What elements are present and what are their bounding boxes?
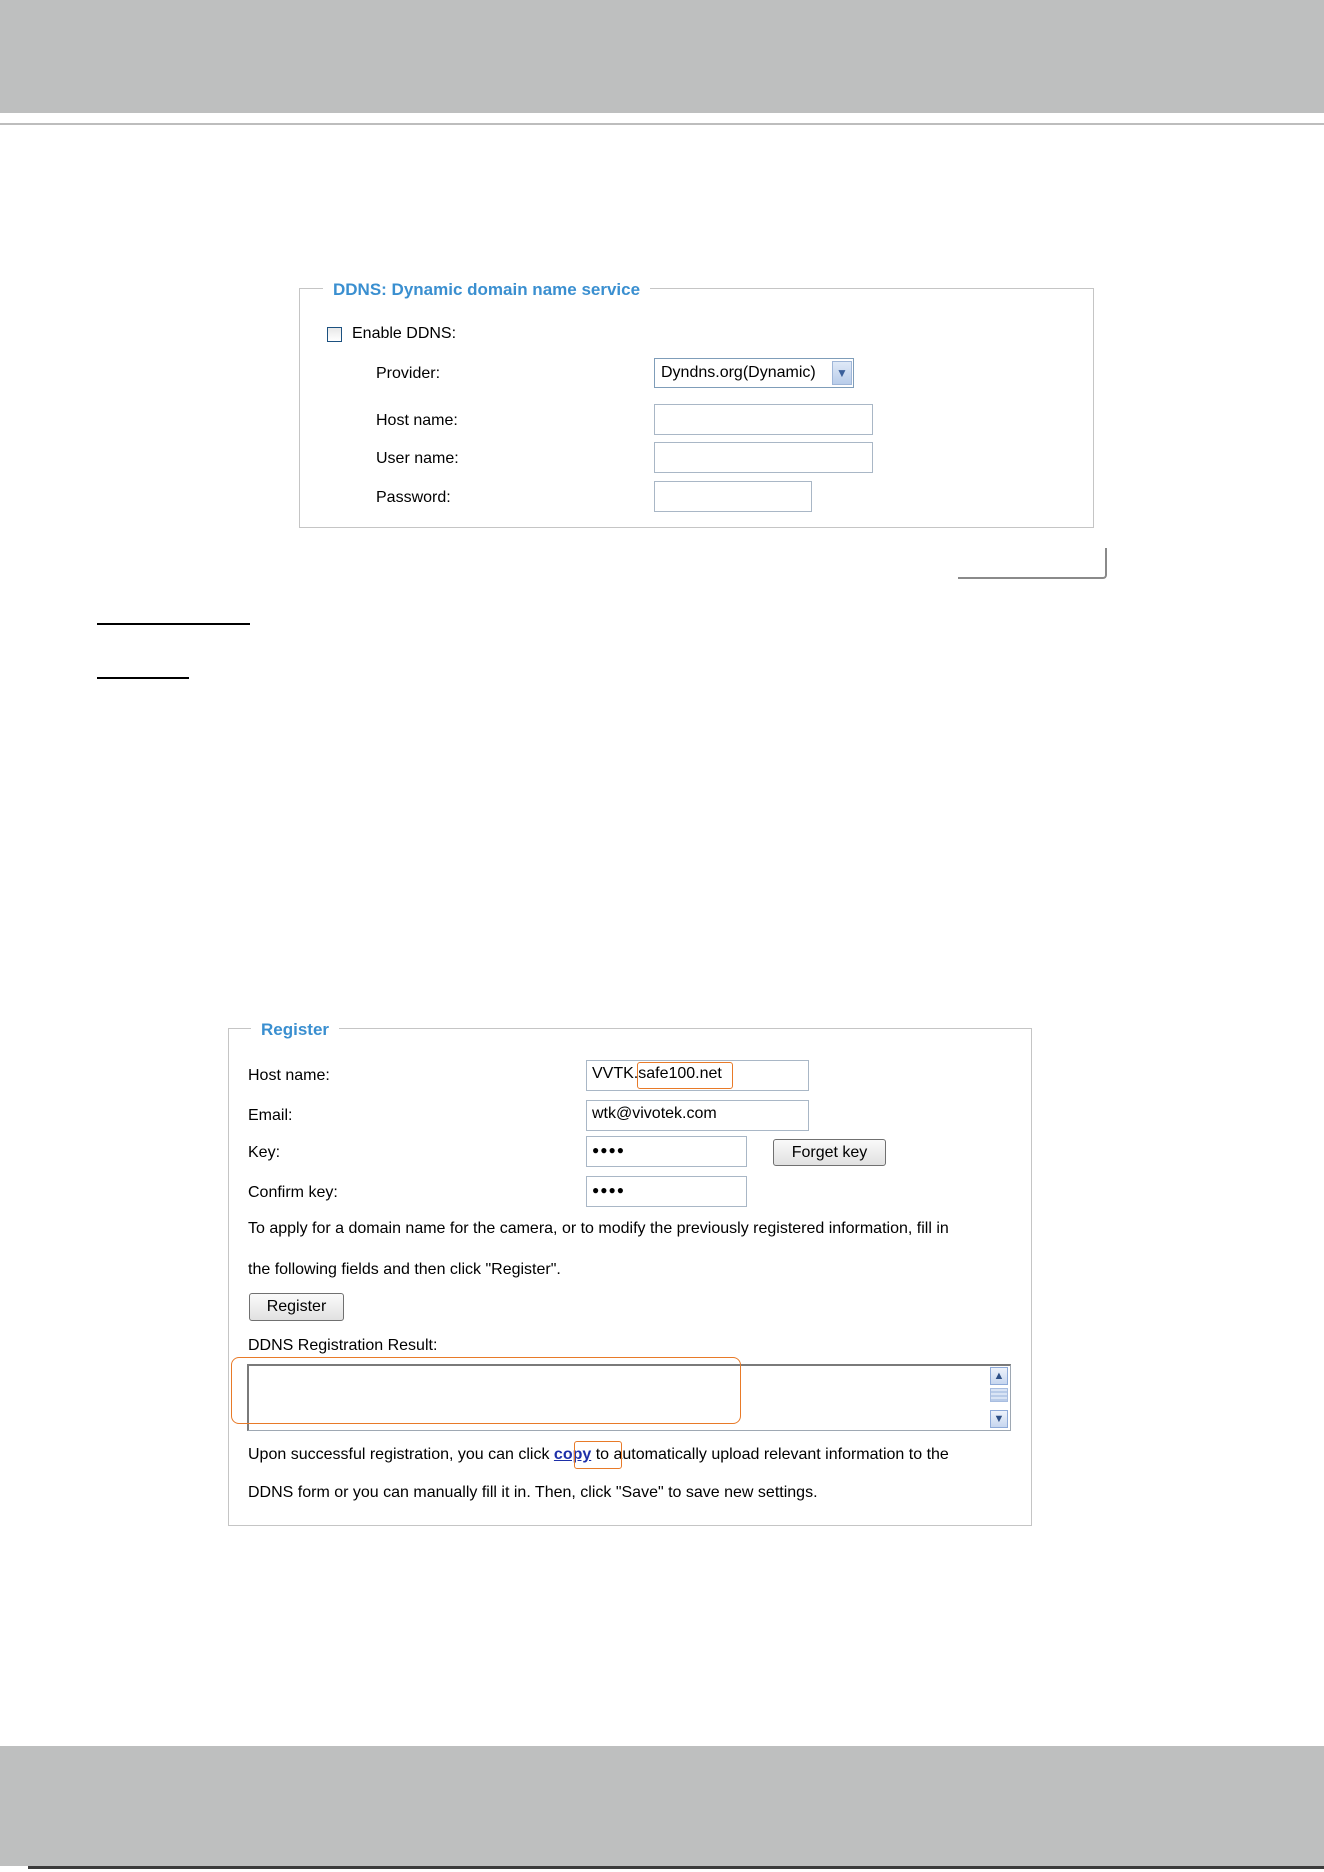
host-name-prefix: VVTK. [592,1065,639,1082]
header-rule [0,123,1324,125]
key-label: Key: [248,1144,281,1161]
email-label: Email: [248,1107,293,1124]
enable-ddns-checkbox[interactable] [327,327,342,342]
provider-selected-value: Dyndns.org(Dynamic) [661,364,816,381]
email-input[interactable]: wtk@vivotek.com [586,1100,809,1131]
forget-key-button[interactable]: Forget key [773,1139,886,1166]
confirm-key-label: Confirm key: [248,1184,338,1201]
bottom-band [0,1746,1324,1866]
ddns-password-input[interactable] [654,481,812,512]
provider-label: Provider: [376,365,441,382]
register-instruction-line1: To apply for a domain name for the camera, or to modify the previously registered information, fill in [248,1220,949,1237]
footer-line2: DDNS form or you can manually fill it in. Then, click "Save" to save new settings. [248,1484,818,1501]
chevron-down-icon[interactable]: ▼ [832,361,852,385]
provider-select[interactable] [654,358,854,388]
enable-ddns-label: Enable DDNS: [352,325,457,342]
copy-link[interactable]: copy [553,1446,592,1463]
chevron-up-icon[interactable]: ▲ [990,1367,1008,1385]
register-instruction-line2: the following fields and then click "Register". [248,1261,561,1278]
underline-rule [97,623,250,625]
scrollbar-thumb[interactable] [990,1388,1008,1402]
save-button-partial[interactable] [958,548,1107,579]
chevron-down-icon[interactable]: ▼ [990,1410,1008,1428]
footer-line1-after: to automatically upload relevant information to the [591,1446,949,1463]
host-name-domain: safe100.net [638,1065,722,1082]
underline-rule [97,677,189,679]
ddns-host-name-input[interactable] [654,404,873,435]
register-legend: Register [251,1020,339,1040]
domain-highlight [637,1062,733,1089]
result-highlight [231,1357,741,1424]
register-button[interactable]: Register [249,1293,344,1321]
ddns-host-name-label: Host name: [376,412,458,429]
copy-highlight [574,1441,622,1469]
footer-line1-before: Upon successful registration, you can click [248,1446,554,1463]
ddns-user-name-label: User name: [376,450,459,467]
ddns-user-name-input[interactable] [654,442,873,473]
confirm-key-input[interactable]: ●●●● [586,1176,747,1207]
result-label: DDNS Registration Result: [248,1337,438,1354]
ddns-password-label: Password: [376,489,451,506]
register-host-name-label: Host name: [248,1067,330,1084]
ddns-legend: DDNS: Dynamic domain name service [323,280,650,300]
key-input[interactable]: ●●●● [586,1136,747,1167]
top-band [0,0,1324,113]
footer-rule [28,1866,1324,1869]
